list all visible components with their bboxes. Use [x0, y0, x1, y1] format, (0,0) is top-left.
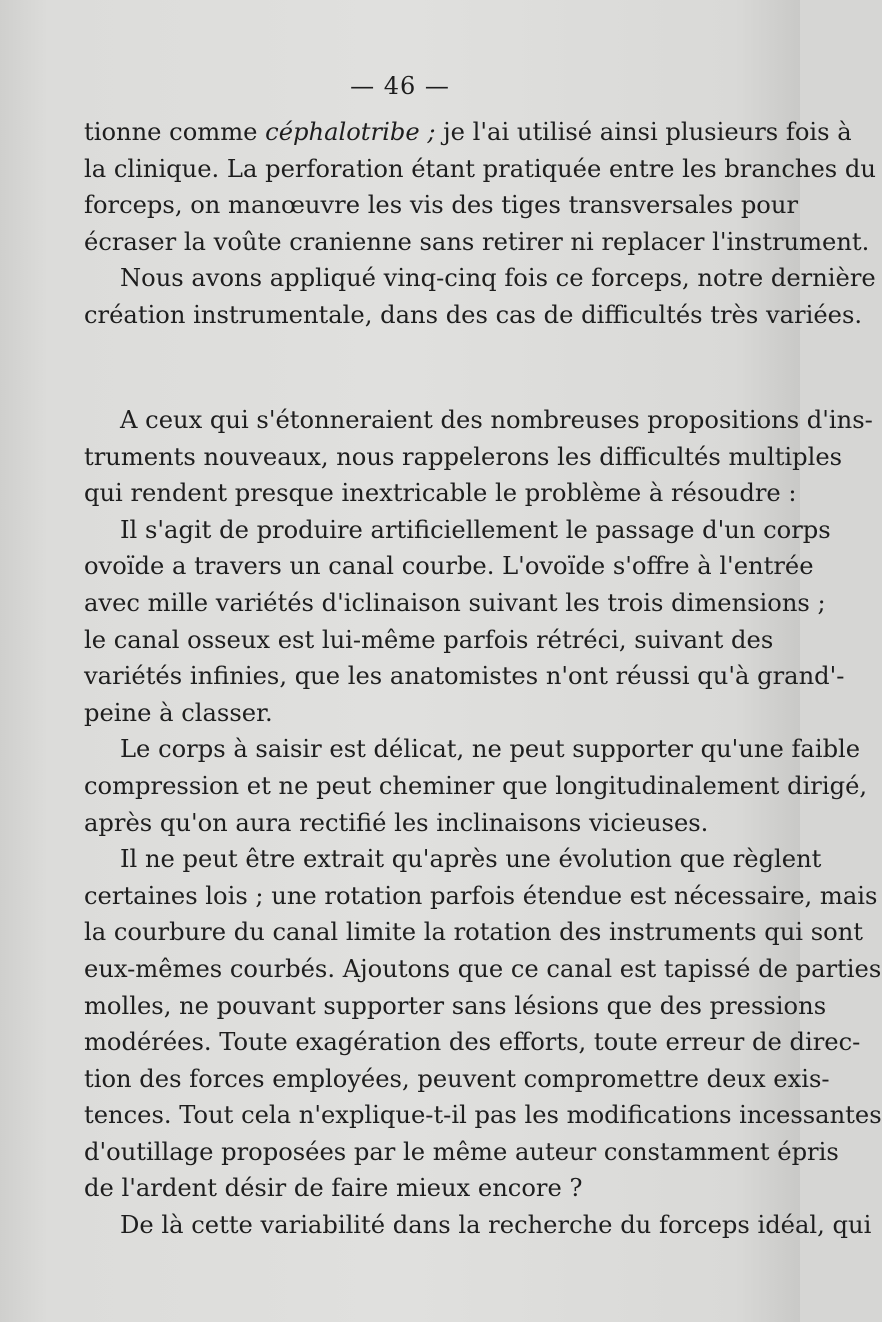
text-line: De là cette variabilité dans la recherche du forceps idéal, qui	[120, 1211, 872, 1240]
paragraph	[84, 260, 876, 333]
text-line: A ceux qui s'étonneraient des nombreuses propositions d'ins-	[120, 406, 873, 434]
text-line: modérées. Toute exagération des efforts, toute erreur de direc-	[84, 1028, 861, 1057]
text-line: Nous avons appliqué vinq-cinq fois ce forceps, notre dernière	[120, 264, 876, 293]
text-line: compression et ne peut cheminer que longitudinalement dirigé,	[84, 771, 868, 800]
text-line: tences. Tout cela n'explique-t-il pas les modifications incessantes	[84, 1101, 882, 1130]
text-line: Il s'agit de produire artificiellement le passage d'un corps	[120, 515, 831, 544]
text-line: variétés infinies, que les anatomistes n'ont réussi qu'à grand'-	[84, 662, 845, 691]
text-line: peine à classer.	[84, 698, 273, 727]
text-line: certaines lois ; une rotation parfois étendue est nécessaire, mais	[84, 881, 878, 910]
text-line: le canal osseux est lui-même parfois rétréci, suivant des	[84, 625, 774, 654]
paragraph	[84, 731, 868, 841]
paragraph	[84, 114, 876, 260]
paragraph	[84, 841, 882, 1207]
text-line: Le corps à saisir est délicat, ne peut supporter qu'une faible	[120, 735, 861, 764]
paragraph	[84, 1207, 872, 1244]
text-line: avec mille variétés d'iclinaison suivant les trois dimensions ;	[84, 588, 826, 617]
text-line: création instrumentale, dans des cas de difficultés très variées.	[84, 300, 863, 329]
text-block-main	[84, 402, 882, 1244]
text-line: la clinique. La perforation étant pratiquée entre les branches du	[84, 154, 876, 183]
text-line: molles, ne pouvant supporter sans lésions que des pressions	[84, 991, 827, 1020]
text-line: tion des forces employées, peuvent compromettre deux exis-	[84, 1064, 830, 1093]
paragraph	[84, 512, 845, 732]
text-line: de l'ardent désir de faire mieux encore ?	[84, 1174, 583, 1203]
paragraph	[84, 402, 873, 512]
text-line: tionne comme céphalotribe ; je l'ai utilisé ainsi plusieurs fois à	[84, 118, 852, 146]
text-line: Il ne peut être extrait qu'après une évolution que règlent	[120, 845, 822, 874]
text-line: eux-mêmes courbés. Ajoutons que ce canal est tapissé de parties	[84, 954, 882, 983]
page-number: — 46 —	[350, 72, 450, 100]
text-line: qui rendent presque inextricable le problème à résoudre :	[84, 479, 797, 508]
text-line: après qu'on aura rectifié les inclinaisons vicieuses.	[84, 808, 709, 837]
text-line: truments nouveaux, nous rappelerons les difficultés multiples	[84, 442, 843, 471]
italic-term: céphalotribe ;	[265, 118, 436, 146]
text-line: ovoïde a travers un canal courbe. L'ovoïde s'offre à l'entrée	[84, 552, 814, 581]
text-block-top	[84, 114, 876, 334]
text-line: la courbure du canal limite la rotation des instruments qui sont	[84, 918, 864, 947]
text-line: forceps, on manœuvre les vis des tiges transversales pour	[84, 191, 799, 220]
text-line: écraser la voûte cranienne sans retirer ni replacer l'instrument.	[84, 227, 870, 256]
text-line: d'outillage proposées par le même auteur constamment épris	[84, 1137, 839, 1166]
